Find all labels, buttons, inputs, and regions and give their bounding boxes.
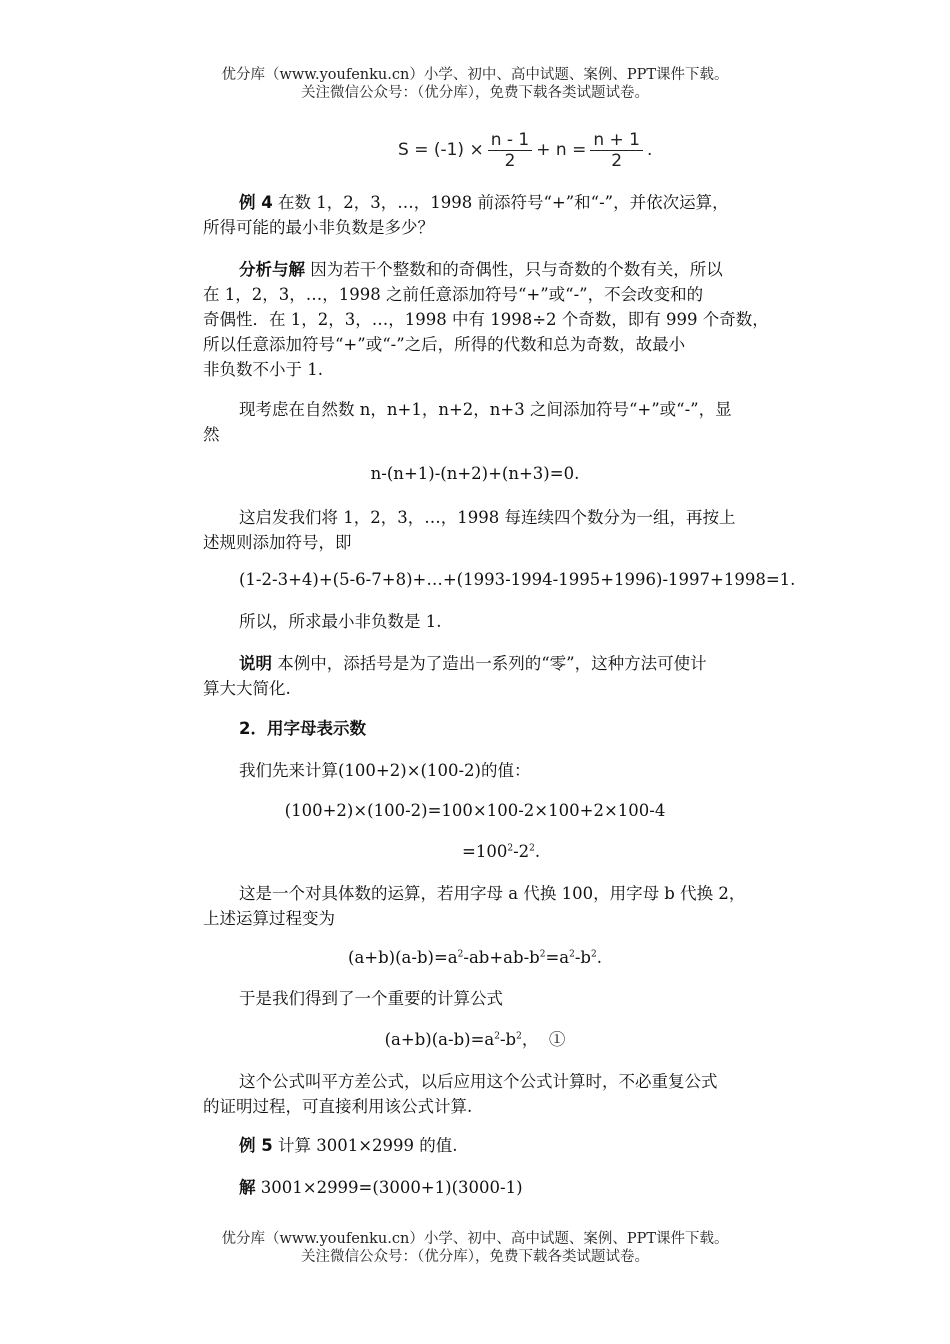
fraction-n-minus-1 [488,130,533,171]
superscript: 2 [507,843,514,854]
solution-text: 3001×2999=(3000+1)(3000-1) [260,1178,523,1197]
formula-name-line-1: 这个公式叫平方差公式，以后应用这个公式计算时，不必重复公式 [239,1072,718,1091]
formula-number: ① [548,1030,566,1049]
eq-part: ， [521,1030,539,1049]
equation-difference-of-squares [0,1028,950,1052]
section-2-heading: 2．用字母表示数 [239,719,366,738]
superscript: 2 [516,1031,522,1042]
analysis-line-4: 所以任意添加符号“+”或“-”之后，所得的代数和总为奇数，故最小 [203,335,686,354]
equation-zero: n-(n+1)-(n+2)+(n+3)=0. [370,464,580,483]
formula-end: . [647,140,653,160]
analysis-paragraph [203,257,803,382]
analysis-line-3: 奇偶性．在 1，2，3，…，1998 中有 1998÷2 个奇数，即有 999 个奇数， [203,310,769,329]
example-5-label: 例 5 [239,1136,273,1155]
note-label: 说明 [239,654,272,673]
formula-sum [398,126,652,174]
formula-lhs: S = (-1) × [398,140,484,160]
consider-line-1: 现考虑在自然数 n，n+1，n+2，n+3 之间添加符号“+”或“-”，显 [239,400,732,419]
equation-calc-1: (100+2)×(100-2)=100×100-2×100+2×100-4 [284,801,666,820]
footer-line-2: 关注微信公众号：（优分库），免费下载各类试题试卷。 [301,1249,649,1265]
fraction-n-plus-1 [590,130,643,171]
superscript: 2 [591,949,597,960]
example-4-label: 例 4 [239,193,273,212]
page-header [0,66,950,102]
concrete-line-1: 这是一个对具体数的运算，若用字母 a 代换 100，用字母 b 代换 2， [239,884,746,903]
superscript: 2 [539,949,546,960]
calc-intro: 我们先来计算(100+2)×(100-2)的值： [239,761,531,780]
header-line-2: 关注微信公众号：（优分库），免费下载各类试题试卷。 [301,85,649,101]
eq-part: (a+b)(a-b)=a [384,1030,495,1049]
solution-label: 解 [239,1178,256,1197]
equation-letters [0,946,950,970]
superscript: 2 [569,949,575,960]
eq-part: (a+b)(a-b)=a [348,948,458,967]
consider-paragraph [203,397,803,447]
analysis-line-1: 因为若干个整数和的奇偶性，只与奇数的个数有关，所以 [310,260,723,279]
analysis-label: 分析与解 [239,260,305,279]
superscript: 2 [529,843,535,854]
example-5-text: 计算 3001×2999 的值. [277,1136,458,1155]
footer-line-1: 优分库（www.youfenku.cn）小学、初中、高中试题、案例、PPT课件下载。 [221,1231,729,1247]
eq-part: . [596,948,602,967]
superscript: 2 [457,949,464,960]
header-line-1: 优分库（www.youfenku.cn）小学、初中、高中试题、案例、PPT课件下载。 [221,67,729,83]
page-footer [0,1230,950,1266]
fraction-denominator: 2 [611,150,623,171]
solution-line [239,1176,523,1200]
formula-name-line-2: 的证明过程，可直接利用该公式计算. [203,1097,473,1116]
concrete-paragraph [203,881,803,931]
example-4-line-1: 在数 1，2，3，…，1998 前添符号“+”和“-”，并依次运算， [277,193,729,212]
eq-part: -ab+ab-b [463,948,540,967]
formula-name-paragraph [203,1069,803,1119]
concrete-line-2: 上述运算过程变为 [203,909,335,928]
note-line-1: 本例中，添括号是为了造出一系列的“零”，这种方法可使计 [277,654,707,673]
conclusion-line: 所以，所求最小非负数是 1. [239,612,442,631]
consider-line-2: 然 [203,425,220,444]
inspire-paragraph [203,505,803,555]
equation-calc-2 [462,840,540,864]
inspire-line-1: 这启发我们将 1，2，3，…，1998 每连续四个数分为一组，再按上 [239,508,736,527]
eq-part: -b [499,1030,517,1049]
eq-part: =100 [462,842,508,861]
note-line-2: 算大大简化. [203,679,291,698]
fraction-numerator: n + 1 [593,129,640,150]
eq-part: -b [574,948,591,967]
formula-intro: 于是我们得到了一个重要的计算公式 [239,989,503,1008]
formula-mid: + n = [536,140,587,160]
note-paragraph [203,651,803,701]
fraction-denominator: 2 [504,150,516,171]
superscript: 2 [494,1031,500,1042]
inspire-line-2: 述规则添加符号，即 [203,533,352,552]
eq-part: =a [545,948,570,967]
equation-grouping: (1-2-3+4)+(5-6-7+8)+…+(1993-1994-1995+1996)-1997+1998=1. [239,570,796,589]
example-4-line-2: 所得可能的最小非负数是多少？ [203,218,434,237]
eq-part: -2 [513,842,530,861]
example-4 [203,190,803,240]
fraction-numerator: n - 1 [490,129,530,150]
analysis-line-5: 非负数不小于 1. [203,360,323,379]
example-5 [239,1134,458,1158]
analysis-line-2: 在 1，2，3，…，1998 之前任意添加符号“+”或“-”，不会改变和的 [203,285,704,304]
eq-part: . [534,842,541,861]
